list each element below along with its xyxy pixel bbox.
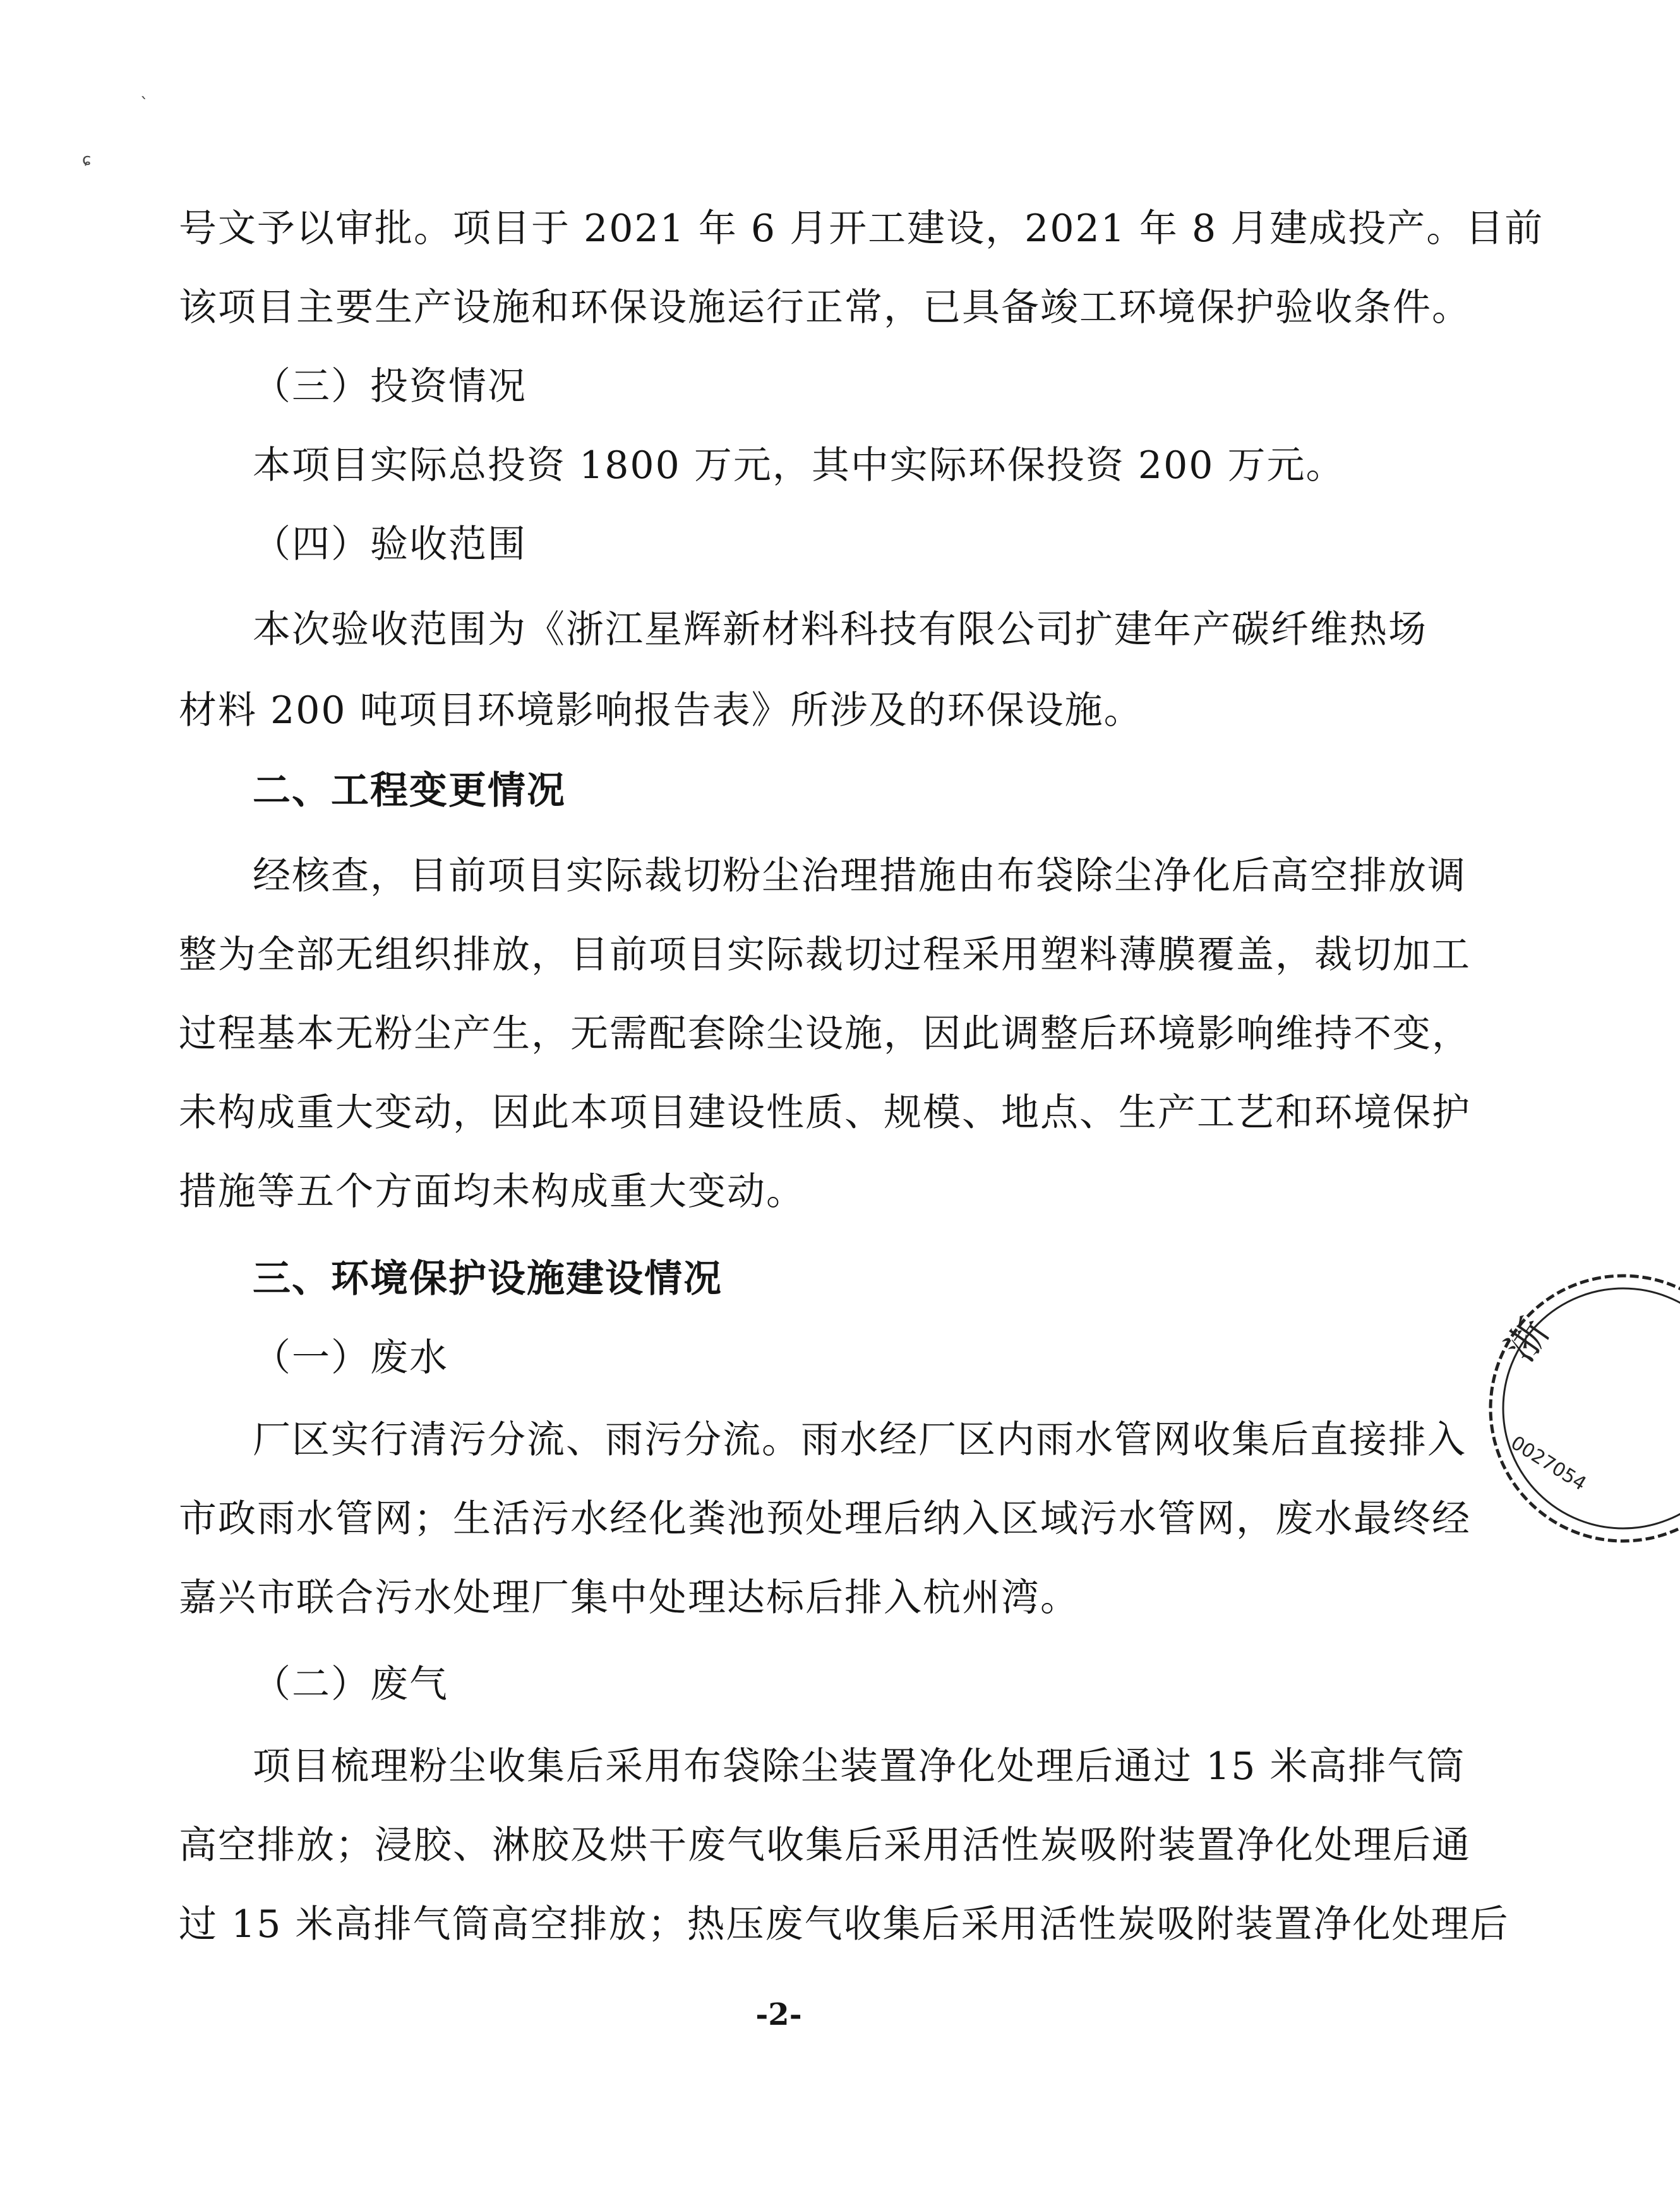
body-line: 未构成重大变动，因此本项目建设性质、规模、地点、生产工艺和环境保护 [179, 1091, 1471, 1135]
body-line: 过 15 米高排气筒高空排放；热压废气收集后采用活性炭吸附装置净化处理后 [179, 1902, 1509, 1946]
chapter-heading: 二、工程变更情况 [253, 769, 566, 813]
section-heading: （三）投资情况 [253, 364, 527, 409]
body-line: 厂区实行清污分流、雨污分流。雨水经厂区内雨水管网收集后直接排入 [253, 1418, 1467, 1462]
section-heading: （二）废气 [253, 1662, 448, 1706]
body-line: 措施等五个方面均未构成重大变动。 [179, 1170, 805, 1214]
body-line: 经核查，目前项目实际裁切粉尘治理措施由布袋除尘净化后高空排放调 [253, 854, 1467, 898]
scan-mark: ˎ [140, 81, 148, 100]
body-line: 高空排放；浸胶、淋胶及烘干废气收集后采用活性炭吸附装置净化处理后通 [179, 1823, 1471, 1868]
body-line: 过程基本无粉尘产生，无需配套除尘设施，因此调整后环境影响维持不变， [179, 1012, 1471, 1056]
company-seal-stamp [1472, 1257, 1680, 1560]
chapter-heading: 三、环境保护设施建设情况 [253, 1257, 723, 1301]
body-line: 该项目主要生产设施和环保设施运行正常，已具备竣工环境保护验收条件。 [179, 285, 1471, 330]
body-line: 号文予以审批。项目于 2021 年 6 月开工建设，2021 年 8 月建成投产。目前 [179, 207, 1544, 251]
section-heading: （四）验收范围 [253, 522, 527, 567]
section-heading: （一）废水 [253, 1336, 448, 1380]
page-number: -2- [755, 1997, 802, 2032]
seal-text-number: 0027054 [1506, 1432, 1590, 1496]
body-line: 整为全部无组织排放，目前项目实际裁切过程采用塑料薄膜覆盖，裁切加工 [179, 933, 1471, 977]
body-line: 本项目实际总投资 1800 万元，其中实际环保投资 200 万元。 [253, 443, 1345, 488]
body-line: 项目梳理粉尘收集后采用布袋除尘装置净化处理后通过 15 米高排气筒 [253, 1744, 1466, 1789]
body-line: 嘉兴市联合污水处理厂集中处理达标后排入杭州湾。 [179, 1576, 1079, 1620]
body-line: 市政雨水管网；生活污水经化粪池预处理后纳入区域污水管网，废水最终经 [179, 1497, 1471, 1541]
scan-mark: ɕ [82, 150, 92, 169]
seal-text-top: 浙 [1497, 1310, 1559, 1370]
body-line: 材料 200 吨项目环境影响报告表》所涉及的环保设施。 [179, 688, 1143, 733]
body-line: 本次验收范围为《浙江星辉新材料科技有限公司扩建年产碳纤维热场 [253, 608, 1427, 652]
